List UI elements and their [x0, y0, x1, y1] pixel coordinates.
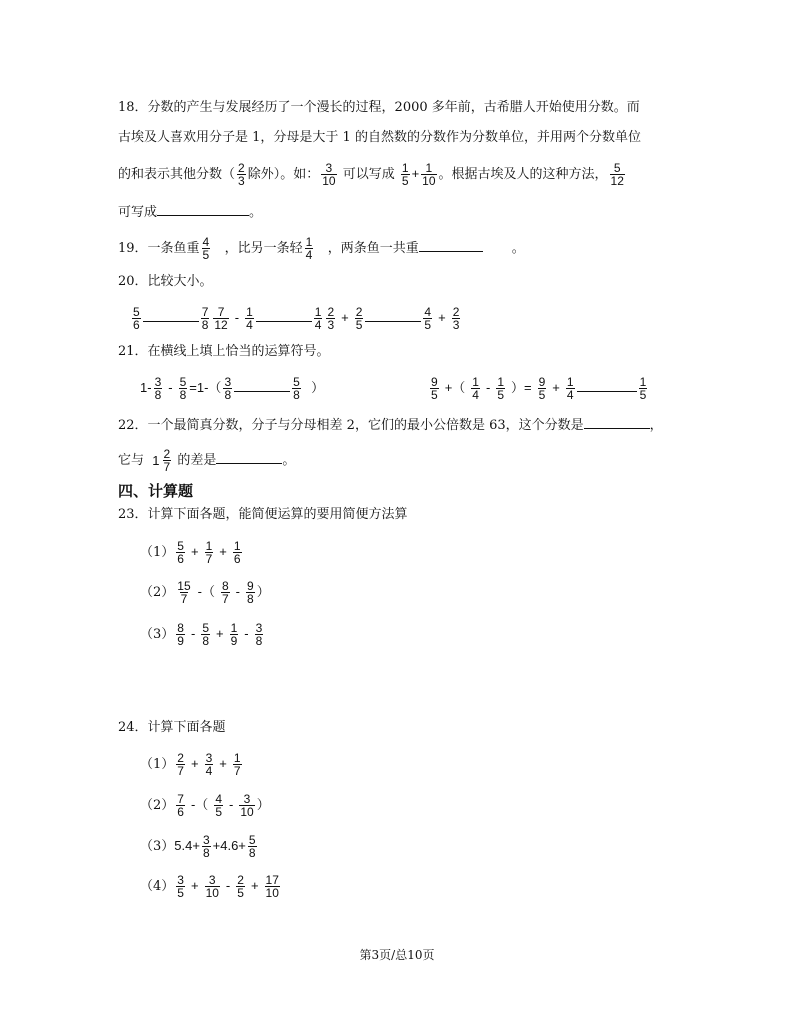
fraction: $\frac{3}{4}$: [205, 751, 213, 778]
part-label: （2）: [140, 798, 175, 813]
fraction: $\frac{2}{7}$: [177, 751, 184, 778]
plus-sign: +: [250, 878, 259, 893]
q23-text: ）: [256, 585, 270, 600]
fraction: $\frac{1}{10}$: [422, 161, 436, 188]
compare-blank[interactable]: [143, 313, 199, 322]
q24-text: 5.4+: [174, 838, 200, 853]
minus-sign: -: [485, 380, 491, 395]
answer-blank[interactable]: [419, 237, 483, 252]
answer-blank[interactable]: [216, 449, 282, 464]
plus-sign: +: [411, 166, 420, 181]
compare-blank[interactable]: [365, 313, 421, 322]
q23-title: 23．计算下面各题，能简便运算的要用简便方法算: [118, 507, 408, 522]
compare-blank[interactable]: [256, 313, 312, 322]
fraction: $\frac{1}{4}$: [566, 375, 574, 402]
q18-line1: 18．分数的产生与发展经历了一个漫长的过程，2000 多年前，古希腊人开始使用分数。而: [118, 100, 640, 115]
fraction: $\frac{5}{8}$: [293, 375, 300, 402]
fraction: $\frac{3}{8}$: [202, 833, 210, 860]
fraction: $\frac{2}{7}$: [163, 447, 171, 474]
q21-expr2: [428, 376, 649, 401]
fraction: $\frac{3}{8}$: [224, 375, 232, 402]
fraction: $\frac{1}{6}$: [233, 539, 241, 566]
fraction: $\frac{17}{10}$: [265, 873, 279, 900]
q22-line1: [118, 414, 663, 436]
answer-blank[interactable]: [584, 414, 650, 429]
fraction: $\frac{1}{4}$: [305, 235, 313, 262]
fraction: $\frac{1}{9}$: [230, 621, 238, 648]
plus-sign: +: [341, 310, 349, 325]
q22-text: 。: [282, 453, 296, 468]
q22-text: ，: [649, 418, 663, 433]
q22-text: 的差是: [177, 453, 217, 468]
fraction: $\frac{2}{5}$: [355, 305, 363, 332]
fraction: $\frac{1}{5}$: [401, 161, 409, 188]
q23-text: -（: [197, 584, 215, 599]
part-label: （3）: [140, 839, 175, 854]
q19-text: ，比另一条轻: [224, 241, 303, 256]
minus-sign: -: [235, 584, 241, 599]
plus-sign: +: [219, 756, 227, 771]
plus-sign: +: [216, 626, 224, 641]
minus-sign: -: [190, 626, 196, 641]
fraction: $\frac{4}{5}$: [202, 235, 210, 262]
q24-text: +4.6+: [212, 838, 246, 853]
q24-title: 24．计算下面各题: [118, 720, 226, 735]
page-number: 第3页/总10页: [359, 948, 435, 962]
answer-blank[interactable]: [157, 201, 249, 216]
q18-text: 。根据古埃及人的这种方法，: [438, 167, 608, 182]
q21-text: +（: [444, 380, 466, 395]
q24-part1: [140, 752, 244, 777]
fraction: $\frac{9}{5}$: [431, 375, 438, 402]
q19-text: 19．一条鱼重: [118, 241, 200, 256]
q21-text: 1-: [140, 380, 152, 395]
fraction: $\frac{3}{10}$: [322, 161, 336, 188]
q21-text: =1-（: [189, 380, 222, 395]
fraction: $\frac{3}{10}$: [205, 873, 219, 900]
fraction: $\frac{3}{8}$: [154, 375, 162, 402]
fraction: $\frac{7}{6}$: [177, 792, 184, 819]
q18-line3: [118, 162, 627, 187]
part-label: （3）: [140, 627, 175, 642]
fraction: $\frac{3}{10}$: [240, 792, 254, 819]
fraction: $\frac{9}{8}$: [247, 579, 254, 606]
plus-sign: +: [552, 380, 560, 395]
q18-text: 。: [249, 205, 263, 220]
q19-text: ，两条鱼一共重: [327, 241, 419, 256]
q18-text: 可写成: [118, 205, 158, 220]
operator-blank[interactable]: [577, 383, 637, 392]
q24-text: -（: [190, 797, 209, 812]
q20-compare-row: [130, 306, 462, 331]
minus-sign: -: [244, 626, 249, 641]
fraction: $\frac{1}{7}$: [233, 751, 241, 778]
plus-sign: +: [190, 756, 199, 771]
q18-text: 可以写成: [342, 167, 395, 182]
q22-text: 它与: [118, 453, 145, 468]
q23-part3: [140, 622, 265, 647]
fraction: $\frac{3}{5}$: [177, 873, 184, 900]
fraction: $\frac{1}{5}$: [639, 375, 647, 402]
q20-title: 20．比较大小。: [118, 274, 213, 289]
part-label: （4）: [140, 879, 175, 894]
q23-part2: [140, 580, 270, 605]
fraction: $\frac{7}{8}$: [201, 305, 209, 332]
q24-part4: [140, 874, 282, 899]
fraction: $\frac{1}{4}$: [472, 375, 479, 402]
q24-text: ）: [256, 798, 270, 813]
q18-text: 除外）。如：: [247, 167, 320, 182]
mixed-number: 1 $\frac{2}{7}$: [152, 447, 171, 474]
fraction: $\frac{7}{12}$: [214, 305, 228, 332]
fraction: $\frac{4}{5}$: [215, 792, 222, 819]
fraction: $\frac{3}{8}$: [255, 621, 263, 648]
plus-sign: +: [190, 878, 199, 893]
fraction: $\frac{2}{3}$: [327, 305, 335, 332]
fraction: $\frac{9}{5}$: [538, 375, 546, 402]
part-label: （1）: [140, 545, 175, 560]
minus-sign: -: [229, 797, 234, 812]
fraction: $\frac{15}{7}$: [177, 579, 191, 606]
q21-expr1: [140, 376, 324, 401]
q18-line4: [118, 201, 262, 223]
fraction: $\frac{5}{6}$: [133, 305, 140, 332]
q19-text: 。: [511, 241, 525, 256]
fraction: $\frac{1}{7}$: [205, 539, 213, 566]
fraction: $\frac{2}{5}$: [237, 873, 244, 900]
minus-sign: -: [234, 310, 240, 325]
plus-sign: +: [438, 310, 446, 325]
fraction: $\frac{5}{12}$: [610, 161, 624, 188]
plus-sign: +: [219, 544, 227, 559]
part-label: （1）: [140, 757, 175, 772]
plus-sign: +: [190, 544, 199, 559]
fraction: $\frac{8}{7}$: [221, 579, 229, 606]
fraction: $\frac{1}{4}$: [314, 305, 322, 332]
q19-line: [118, 236, 525, 261]
fraction: $\frac{2}{3}$: [238, 161, 245, 188]
q21-title: 21．在横线上填上恰当的运算符号。: [118, 344, 330, 359]
operator-blank[interactable]: [234, 383, 290, 392]
fraction: $\frac{5}{8}$: [179, 375, 187, 402]
q22-line2: [118, 448, 295, 473]
fraction: $\frac{5}{8}$: [202, 621, 209, 648]
q24-part3: [140, 834, 259, 859]
minus-sign: -: [168, 380, 173, 395]
fraction: $\frac{2}{3}$: [452, 305, 460, 332]
fraction: $\frac{8}{9}$: [177, 621, 184, 648]
fraction: $\frac{5}{8}$: [248, 833, 256, 860]
fraction: $\frac{1}{5}$: [497, 375, 504, 402]
q22-text: 22．一个最简真分数，分子与分母相差 2，它们的最小公倍数是 63，这个分数是: [118, 418, 584, 433]
part-label: （2）: [140, 585, 175, 600]
section-heading: 四、计算题: [118, 482, 194, 500]
q21-text: ）=: [511, 380, 532, 395]
minus-sign: -: [225, 878, 231, 893]
q23-part1: [140, 540, 244, 565]
fraction: $\frac{5}{6}$: [177, 539, 184, 566]
q21-text: ）: [311, 381, 325, 396]
q18-line2: 古埃及人喜欢用分子是 1，分母是大于 1 的自然数的分数作为分数单位，并用两个分数单位: [118, 130, 641, 145]
q18-text: 的和表示其他分数（: [118, 167, 236, 182]
q24-part2: [140, 793, 270, 818]
fraction: $\frac{1}{4}$: [246, 305, 253, 332]
fraction: $\frac{4}{5}$: [424, 305, 432, 332]
